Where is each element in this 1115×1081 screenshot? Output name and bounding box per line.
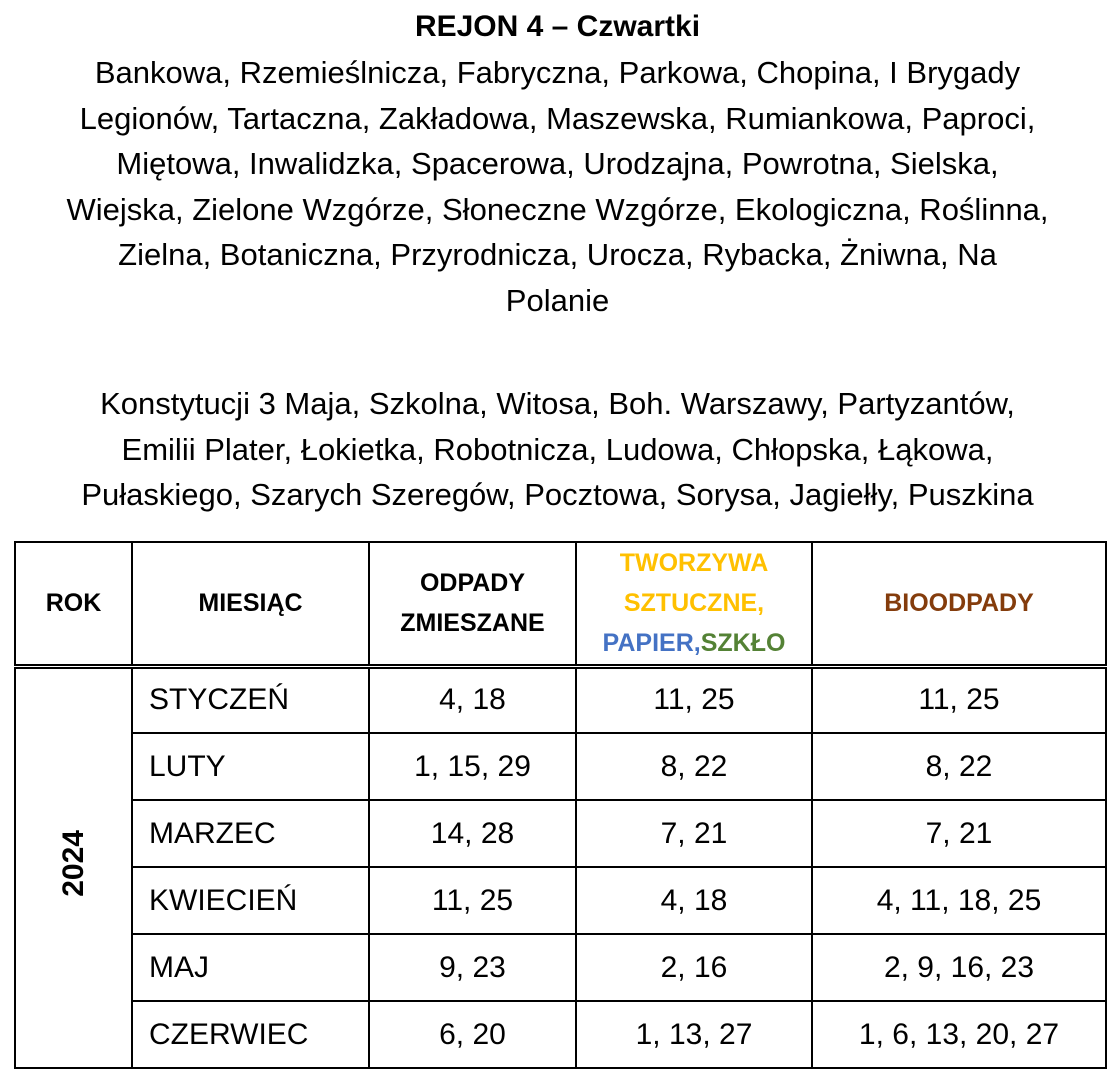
recyclables-cell: 2, 16	[576, 934, 812, 1001]
year-cell	[15, 666, 132, 1068]
table-row	[15, 934, 1106, 1001]
header-recyclables	[576, 542, 812, 666]
recyclables-cell: 11, 25	[576, 666, 812, 733]
year-label: 2024	[56, 830, 90, 898]
mixed-waste-cell: 14, 28	[369, 800, 576, 867]
header-mixed-waste	[369, 542, 576, 666]
month-cell: STYCZEŃ	[132, 666, 369, 733]
street-line: Konstytucji 3 Maja, Szkolna, Witosa, Boh. Warszawy, Partyzantów,	[100, 386, 1015, 421]
month-cell: MAJ	[132, 934, 369, 1001]
bio-waste-cell: 1, 6, 13, 20, 27	[812, 1001, 1106, 1068]
bio-waste-cell: 7, 21	[812, 800, 1106, 867]
bio-waste-cell: 8, 22	[812, 733, 1106, 800]
header-bio-waste: BIOODPADY	[812, 542, 1106, 666]
street-line: Emilii Plater, Łokietka, Robotnicza, Ludowa, Chłopska, Łąkowa,	[121, 431, 994, 467]
mixed-waste-cell: 1, 15, 29	[369, 733, 576, 800]
month-cell: LUTY	[132, 733, 369, 800]
table-row	[15, 867, 1106, 934]
street-line: Legionów, Tartaczna, Zakładowa, Maszewska, Rumiankowa, Paproci,	[79, 100, 1036, 136]
table-row	[15, 666, 1106, 733]
table-header-row	[15, 542, 1106, 666]
bio-waste-cell: 2, 9, 16, 23	[812, 934, 1106, 1001]
recyclables-cell: 4, 18	[576, 867, 812, 934]
table-row	[15, 733, 1106, 800]
header-plastics-line: TWORZYWA	[619, 549, 769, 578]
table-row	[15, 800, 1106, 867]
header-paper: PAPIER,	[602, 629, 701, 658]
street-list-1	[0, 50, 1115, 323]
bio-waste-cell: 11, 25	[812, 666, 1106, 733]
header-mixed-waste-line: ODPADY	[419, 569, 526, 598]
mixed-waste-cell: 11, 25	[369, 867, 576, 934]
mixed-waste-cell: 4, 18	[369, 666, 576, 733]
recyclables-cell: 1, 13, 27	[576, 1001, 812, 1068]
recyclables-cell: 7, 21	[576, 800, 812, 867]
recyclables-cell: 8, 22	[576, 733, 812, 800]
street-line: Bankowa, Rzemieślnicza, Fabryczna, Parkowa, Chopina, I Brygady	[94, 55, 1021, 90]
street-line: Polanie	[505, 282, 610, 318]
bio-waste-cell: 4, 11, 18, 25	[812, 867, 1106, 934]
street-line: Zielna, Botaniczna, Przyrodnicza, Urocza, Rybacka, Żniwna, Na	[118, 237, 997, 272]
street-line: Miętowa, Inwalidzka, Spacerowa, Urodzajna, Powrotna, Sielska,	[116, 146, 999, 181]
mixed-waste-cell: 6, 20	[369, 1001, 576, 1068]
header-glass: SZKŁO	[700, 629, 786, 658]
header-paper-glass-line	[577, 623, 811, 663]
street-list-2	[0, 381, 1115, 518]
header-plastics-line: SZTUCZNE,	[623, 589, 765, 618]
street-line: Wiejska, Zielone Wzgórze, Słoneczne Wzgórze, Ekologiczna, Roślinna,	[66, 191, 1049, 227]
month-cell: CZERWIEC	[132, 1001, 369, 1068]
header-mixed-waste-line: ZMIESZANE	[400, 609, 545, 638]
street-line: Pułaskiego, Szarych Szeregów, Pocztowa, Sorysa, Jagiełły, Puszkina	[81, 477, 1034, 512]
header-year: ROK	[15, 542, 132, 666]
header-month: MIESIĄC	[132, 542, 369, 666]
page-title: REJON 4 – Czwartki	[414, 10, 701, 43]
mixed-waste-cell: 9, 23	[369, 934, 576, 1001]
schedule-table	[14, 541, 1107, 1069]
month-cell: MARZEC	[132, 800, 369, 867]
month-cell: KWIECIEŃ	[132, 867, 369, 934]
table-row	[15, 1001, 1106, 1068]
